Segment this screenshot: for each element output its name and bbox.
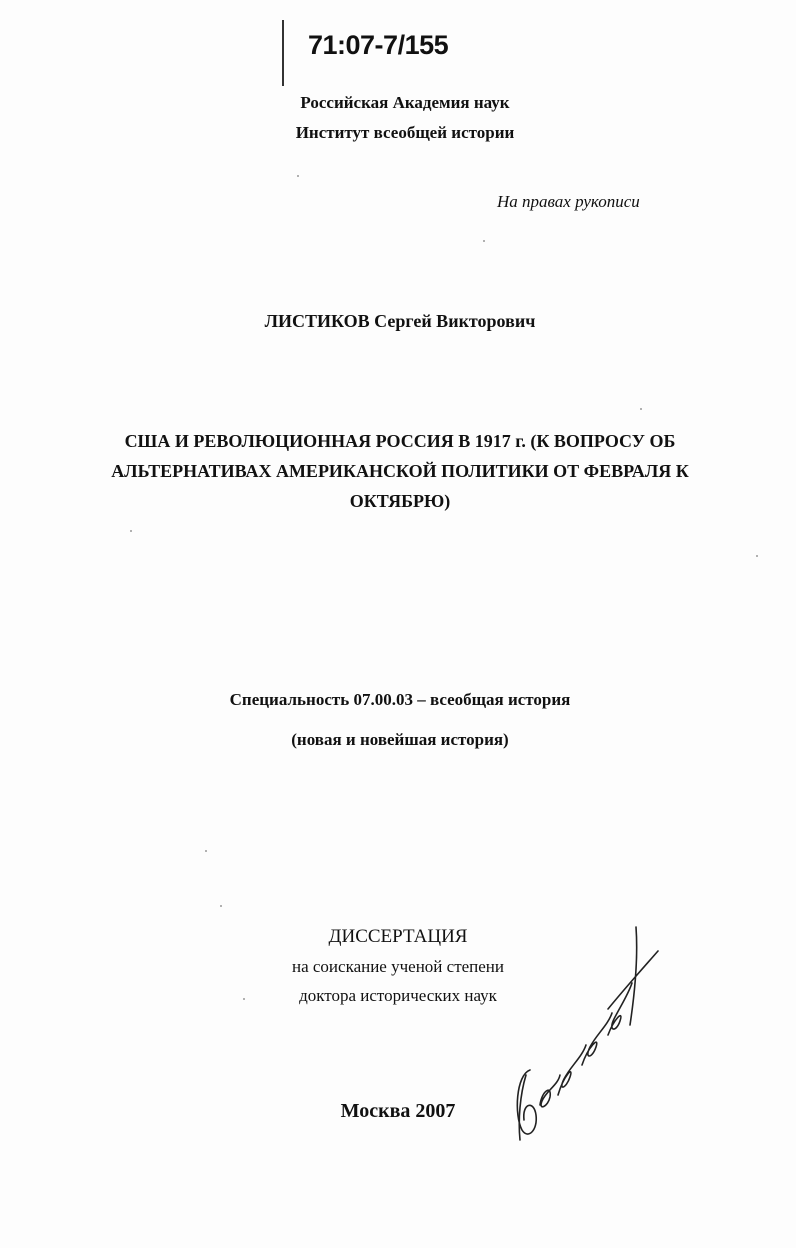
handwritten-signature <box>508 925 668 1150</box>
paper-speck <box>756 555 758 557</box>
degree-line-1: на соискание ученой степени <box>291 957 505 976</box>
paper-speck <box>483 240 485 242</box>
specialty-subline: (новая и новейшая история) <box>291 730 509 749</box>
paper-speck <box>640 408 642 410</box>
author-name: ЛИСТИКОВ Сергей Викторович <box>264 311 536 331</box>
specialty-line: Специальность 07.00.03 – всеобщая история <box>229 690 571 709</box>
city-year: Москва 2007 <box>340 1100 456 1122</box>
organization-name: Российская Академия наук <box>300 93 510 112</box>
paper-speck <box>205 850 207 852</box>
title-line: ОКТЯБРЮ) <box>349 491 451 511</box>
institute-name: Институт всеобщей истории <box>295 123 515 142</box>
stamp-vertical-rule <box>282 20 284 86</box>
catalog-code: 71:07-7/155 <box>308 30 449 60</box>
dissertation-title <box>110 426 690 516</box>
paper-speck <box>243 998 245 1000</box>
paper-speck <box>297 175 299 177</box>
paper-speck <box>130 530 132 532</box>
dissertation-label: ДИССЕРТАЦИЯ <box>328 926 468 947</box>
manuscript-rights-note: На правах рукописи <box>497 192 640 211</box>
degree-line-2: доктора исторических наук <box>299 986 497 1005</box>
paper-speck <box>220 905 222 907</box>
title-line: США И РЕВОЛЮЦИОННАЯ РОССИЯ В 1917 г. (К ВОПРОСУ ОБ <box>124 431 676 451</box>
title-line: АЛЬТЕРНАТИВАХ АМЕРИКАНСКОЙ ПОЛИТИКИ ОТ ФЕВРАЛЯ К <box>111 461 689 481</box>
